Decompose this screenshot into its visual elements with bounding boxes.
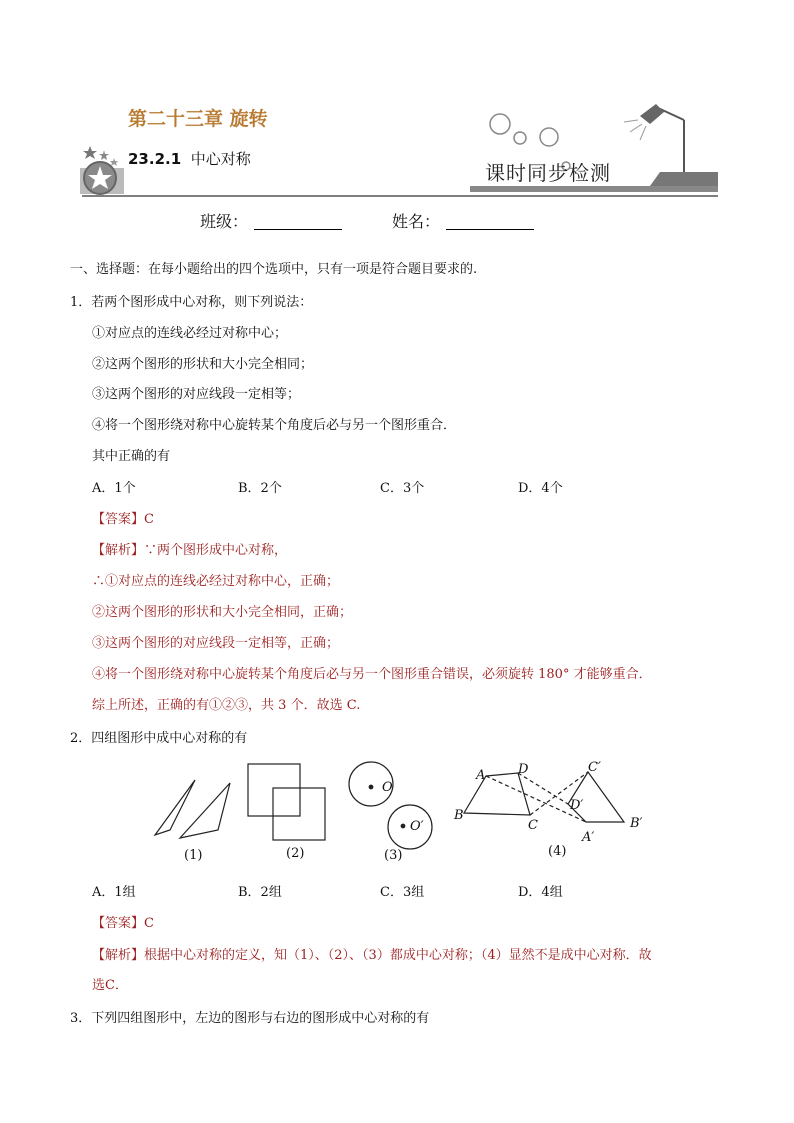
q1-stem: 1．若两个图形成中心对称，则下列说法： <box>70 295 313 310</box>
q1-analysis-2: ∴①对应点的连线必经过对称中心，正确； <box>92 574 340 589</box>
q1-option-b[interactable]: B．2个 <box>238 481 282 496</box>
q2-figure-labels: O O′ A D B C C′ D′ B′ A′ (1) (2) (3) (4) <box>184 760 643 863</box>
q2-stem: 2．四组图形中成中心对称的有 <box>70 731 248 746</box>
q1-analysis-3: ②这两个图形的形状和大小完全相同，正确； <box>92 605 353 620</box>
q2-option-b[interactable]: B．2组 <box>238 885 282 900</box>
q2-option-a[interactable]: A．1组 <box>92 885 136 900</box>
q1-option-a[interactable]: A．1个 <box>92 481 136 496</box>
q1-answer: 【答案】C <box>92 512 154 527</box>
part1-heading: 一、选择题：在每小题给出的四个选项中，只有一项是符合题目要求的. <box>70 262 478 277</box>
q2-analysis-1: 【解析】根据中心对称的定义，知（1）、（2）、（3）都成中心对称；（4）显然不是成中心对称．故 <box>92 948 652 963</box>
q1-ask: 其中正确的有 <box>92 449 171 464</box>
q1-summary: 综上所述，正确的有①②③，共 3 个．故选 C. <box>92 698 361 713</box>
q2-analysis-2: 选C． <box>92 978 128 993</box>
q1-option-d[interactable]: D．4个 <box>518 481 563 496</box>
q1-item-1: ①对应点的连线必经过对称中心； <box>92 326 288 341</box>
section-number: 23.2.1 <box>128 150 182 168</box>
q3-stem: 3．下列四组图形中，左边的图形与右边的图形成中心对称的有 <box>70 1011 430 1026</box>
content <box>70 0 750 1123</box>
class-field: 班级： <box>200 209 342 232</box>
name-field: 姓名： <box>392 209 534 232</box>
q1-analysis-4: ③这两个图形的对应线段一定相等，正确； <box>92 636 340 651</box>
banner-title: 课时同步检测 <box>485 161 611 185</box>
q1-item-3: ③这两个图形的对应线段一定相等； <box>92 387 301 402</box>
q2-option-d[interactable]: D．4组 <box>518 885 563 900</box>
q1-item-2: ②这两个图形的形状和大小完全相同； <box>92 357 314 372</box>
chapter-title: 第二十三章 旋转 <box>128 108 268 130</box>
q2-answer: 【答案】C <box>92 916 154 931</box>
q1-option-c[interactable]: C．3个 <box>380 481 425 496</box>
q1-item-4: ④将一个图形绕对称中心旋转某个角度后必与另一个图形重合． <box>92 418 457 433</box>
q1-analysis-1: 【解析】∵两个图形成中心对称， <box>92 543 288 558</box>
section-name: 中心对称 <box>190 150 251 168</box>
q2-option-c[interactable]: C．3组 <box>380 885 425 900</box>
q1-analysis-5: ④将一个图形绕对称中心旋转某个角度后必与另一个图形重合错误，必须旋转 180° 才能够重合． <box>92 667 652 682</box>
